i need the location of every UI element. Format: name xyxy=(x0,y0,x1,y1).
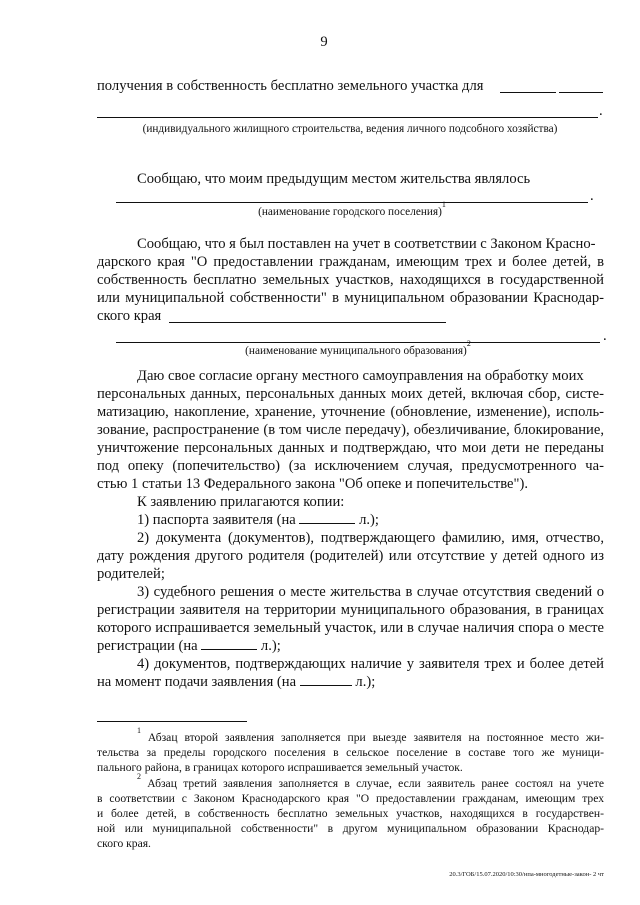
attachment-item-3-suffix: л.); xyxy=(260,638,281,654)
attachment-item-3-blank xyxy=(201,637,257,650)
footnote-separator xyxy=(97,721,247,722)
footnote-2-mark: 2 xyxy=(137,772,141,782)
consent-line7: стью 1 статьи 13 Федерального закона "Об опеке и попечительстве"). xyxy=(97,476,528,492)
para3-caption-text: (наименование муниципального образования) xyxy=(245,345,467,357)
attachment-item-3-line1: 3) судебного решения о месте жительства в случае отсутствия сведений о xyxy=(137,584,604,600)
para3-blank-1 xyxy=(169,322,446,323)
para2-end-dot: . xyxy=(590,188,594,204)
para3-line4: или муниципальной собственности" в муниципальном образовании Краснодар- xyxy=(97,290,604,306)
para2-line1: Сообщаю, что моим предыдущим местом жительства являлось xyxy=(137,171,531,187)
attachment-item-3-text: регистрации (на xyxy=(97,638,198,654)
footnote-2-line2: в соответствии с Законом Краснодарского края "О предоставлении гражданам, имеющим трех xyxy=(97,792,604,805)
para1-blank-1 xyxy=(500,92,556,93)
attachment-item-4-blank xyxy=(300,673,352,686)
para1-end-dot: . xyxy=(599,103,603,119)
para3-end-dot: . xyxy=(603,328,607,344)
consent-line6: под опеку (попечительство) (за исключением случая, предусмотренного ча- xyxy=(97,458,604,474)
consent-line3: матизацию, накопление, хранение, уточнение (обновление, изменение), исполь- xyxy=(97,404,604,420)
para3-line2: дарского края "О предоставлении гражданам, имеющим трех и более детей, в xyxy=(97,254,604,270)
para3-line3: собственность бесплатно земельных участков, находящихся в государственной xyxy=(97,272,604,288)
para2-caption xyxy=(116,200,588,219)
footnote-1-line3: пального района, в границах которого испрашивается земельный участок. xyxy=(97,761,463,774)
footnote-2-line3: и более детей, в собственность бесплатно земельных участков, находящихся в государствен- xyxy=(97,807,604,820)
attachment-item-4-line2 xyxy=(97,673,375,691)
footnote-1-text: Абзац второй заявления заполняется при выезде заявителя на постоянное место жи- xyxy=(147,731,605,744)
para1-line1: получения в собственность бесплатно земельного участка для xyxy=(97,78,484,94)
attachment-item-2-line3: родителей; xyxy=(97,566,165,582)
page-number: 9 xyxy=(320,34,328,50)
attachment-item-4-suffix: л.); xyxy=(355,674,376,690)
attachment-item-2-line2: дату рождения другого родителя (родителей) или отсутствие у детей одного из xyxy=(97,548,604,564)
attachment-item-1-suffix: л.); xyxy=(359,512,379,528)
footnote-ref-1: 1 xyxy=(441,200,446,210)
attachment-item-1-text: 1) паспорта заявителя (на xyxy=(137,512,296,528)
consent-line5: уничтожение персональных данных и подтверждаю, что мои дети не переданы xyxy=(97,440,604,456)
attachment-item-2-line1: 2) документа (документов), подтверждающего фамилию, имя, отчество, xyxy=(137,530,604,546)
footnote-2-line4: ной или муниципальной собственности" в другом муниципальном образовании Краснодар- xyxy=(97,822,604,835)
footnote-1-mark: 1 xyxy=(137,726,141,736)
attachment-item-3-line4 xyxy=(97,637,281,655)
attachment-item-3-line2: регистрации заявителя на территории муниципального образования, в границах xyxy=(97,602,604,618)
para1-blank-2 xyxy=(559,92,603,93)
consent-line2: персональных данных, персональных данных моих детей, включая сбор, систе- xyxy=(97,386,604,402)
footnote-2-line1 xyxy=(137,772,604,791)
attachment-item-4-text: на момент подачи заявления (на xyxy=(97,674,297,690)
consent-line1: Даю свое согласие органу местного самоуправления на обработку моих xyxy=(137,368,584,384)
footnote-1-line2: тельства за пределы городского поселения в сельское поселение в составе того же муници- xyxy=(97,746,604,759)
footnote-2-line5: ского края. xyxy=(97,837,151,850)
para3-caption xyxy=(116,339,600,358)
attachment-item-1-blank xyxy=(299,511,355,524)
footnote-1-line1 xyxy=(137,726,605,745)
attachment-item-3-line3: которого испрашивается земельный участок, или в случае наличия спора о месте xyxy=(97,620,604,636)
para3-blank-2 xyxy=(116,342,600,343)
para2-blank xyxy=(116,202,588,203)
para1-caption: (индивидуального жилищного строительства, ведения личного подсобного хозяйства) xyxy=(142,123,558,135)
footer-document-code: 20.3/ГОБ/15.07.2020/10:30/нпа-многодетные-закон- 2 чт xyxy=(449,871,604,878)
para3-line1: Сообщаю, что я был поставлен на учет в соответствии с Законом Красно- xyxy=(137,236,596,252)
para1-blank-3 xyxy=(97,117,598,118)
para2-caption-text: (наименование городского поселения) xyxy=(258,206,442,218)
attachment-item-1 xyxy=(137,511,379,529)
para3-line5: ского края xyxy=(97,308,162,324)
footnote-2-text: Абзац третий заявления заполняется в случае, если заявитель ранее состоял на учете xyxy=(147,777,604,790)
attachments-heading: К заявлению прилагаются копии: xyxy=(137,494,345,510)
consent-line4: зование, распространение (в том числе передачу), обезличивание, блокирование, xyxy=(97,422,604,438)
attachment-item-4-line1: 4) документов, подтверждающих наличие у заявителя трех и более детей xyxy=(137,656,604,672)
footnote-ref-2: 2 xyxy=(466,339,471,349)
